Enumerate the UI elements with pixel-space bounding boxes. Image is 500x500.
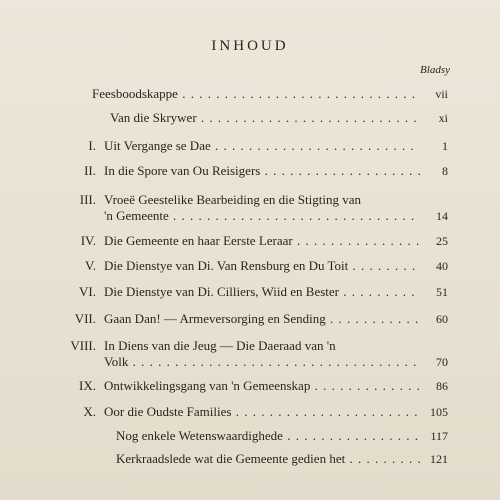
toc-entry-page: 14 bbox=[436, 209, 448, 223]
toc-entry-number: III. bbox=[79, 192, 96, 207]
toc-entry-title: Uit Vergange se Dae . . . bbox=[104, 138, 420, 154]
page-title: INHOUD bbox=[211, 38, 289, 54]
toc-entry-number: V. bbox=[85, 258, 96, 273]
toc-entry-title-continued: 'n Gemeente . . . bbox=[104, 208, 420, 224]
toc-entry-page: 1 bbox=[442, 139, 448, 153]
toc-entry-page: 51 bbox=[436, 285, 448, 299]
toc-entry-number: I. bbox=[88, 138, 96, 153]
toc-entry-title: In die Spore van Ou Reisigers . . . bbox=[104, 163, 420, 179]
toc-entry-title: Kerkraadslede wat die Gemeente gedien het . . . bbox=[116, 451, 420, 467]
toc-entry-number: X. bbox=[83, 404, 96, 419]
toc-entry-title: Vroeë Geestelike Bearbeiding en die Stigting van bbox=[104, 192, 361, 207]
toc-entry-page: 25 bbox=[436, 234, 448, 248]
toc-entry-page: 8 bbox=[442, 164, 448, 178]
toc-entry-title: Feesboodskappe . . . bbox=[92, 86, 420, 102]
toc-entry-title: Oor die Oudste Families . . . bbox=[104, 404, 420, 420]
toc-entry-page: 60 bbox=[436, 312, 448, 326]
toc-entry-number: IV. bbox=[80, 233, 96, 248]
toc-entry-title: Ontwikkelingsgang van 'n Gemeenskap . . . bbox=[104, 378, 420, 394]
toc-entry-number: IX. bbox=[79, 378, 96, 393]
toc-entry-title: Die Dienstye van Di. Van Rensburg en Du Toit . . . bbox=[104, 258, 420, 274]
toc-entry-title-continued: Volk . . . bbox=[104, 354, 420, 370]
toc-entry-title: Van die Skrywer . . . bbox=[110, 110, 420, 126]
toc-entry-page: 105 bbox=[430, 405, 448, 419]
toc-entry-title: Nog enkele Wetenswaardighede . . . bbox=[116, 428, 420, 444]
page-column-label: Bladsy bbox=[420, 64, 450, 76]
toc-entry-title: Die Gemeente en haar Eerste Leraar . . . bbox=[104, 233, 420, 249]
toc-entry-page: 70 bbox=[436, 355, 448, 369]
toc-entry-page: 86 bbox=[436, 379, 448, 393]
toc-entry-page: 121 bbox=[430, 452, 448, 466]
toc-entry-page: 40 bbox=[436, 259, 448, 273]
toc-entry-number: VI. bbox=[79, 284, 96, 299]
toc-entry-title: Die Dienstye van Di. Cilliers, Wiid en Bester . . . bbox=[104, 284, 420, 300]
toc-entry-number: II. bbox=[84, 163, 96, 178]
toc-entry-title: In Diens van die Jeug — Die Daeraad van 'n bbox=[104, 338, 336, 353]
toc-entry-number: VII. bbox=[74, 311, 96, 326]
toc-entry-page: vii bbox=[435, 87, 448, 101]
toc-entry-number: VIII. bbox=[70, 338, 96, 353]
toc-entry-title: Gaan Dan! — Armeversorging en Sending . . . bbox=[104, 311, 420, 327]
toc-entry-page: 117 bbox=[430, 429, 448, 443]
toc-entry-page: xi bbox=[438, 111, 448, 125]
